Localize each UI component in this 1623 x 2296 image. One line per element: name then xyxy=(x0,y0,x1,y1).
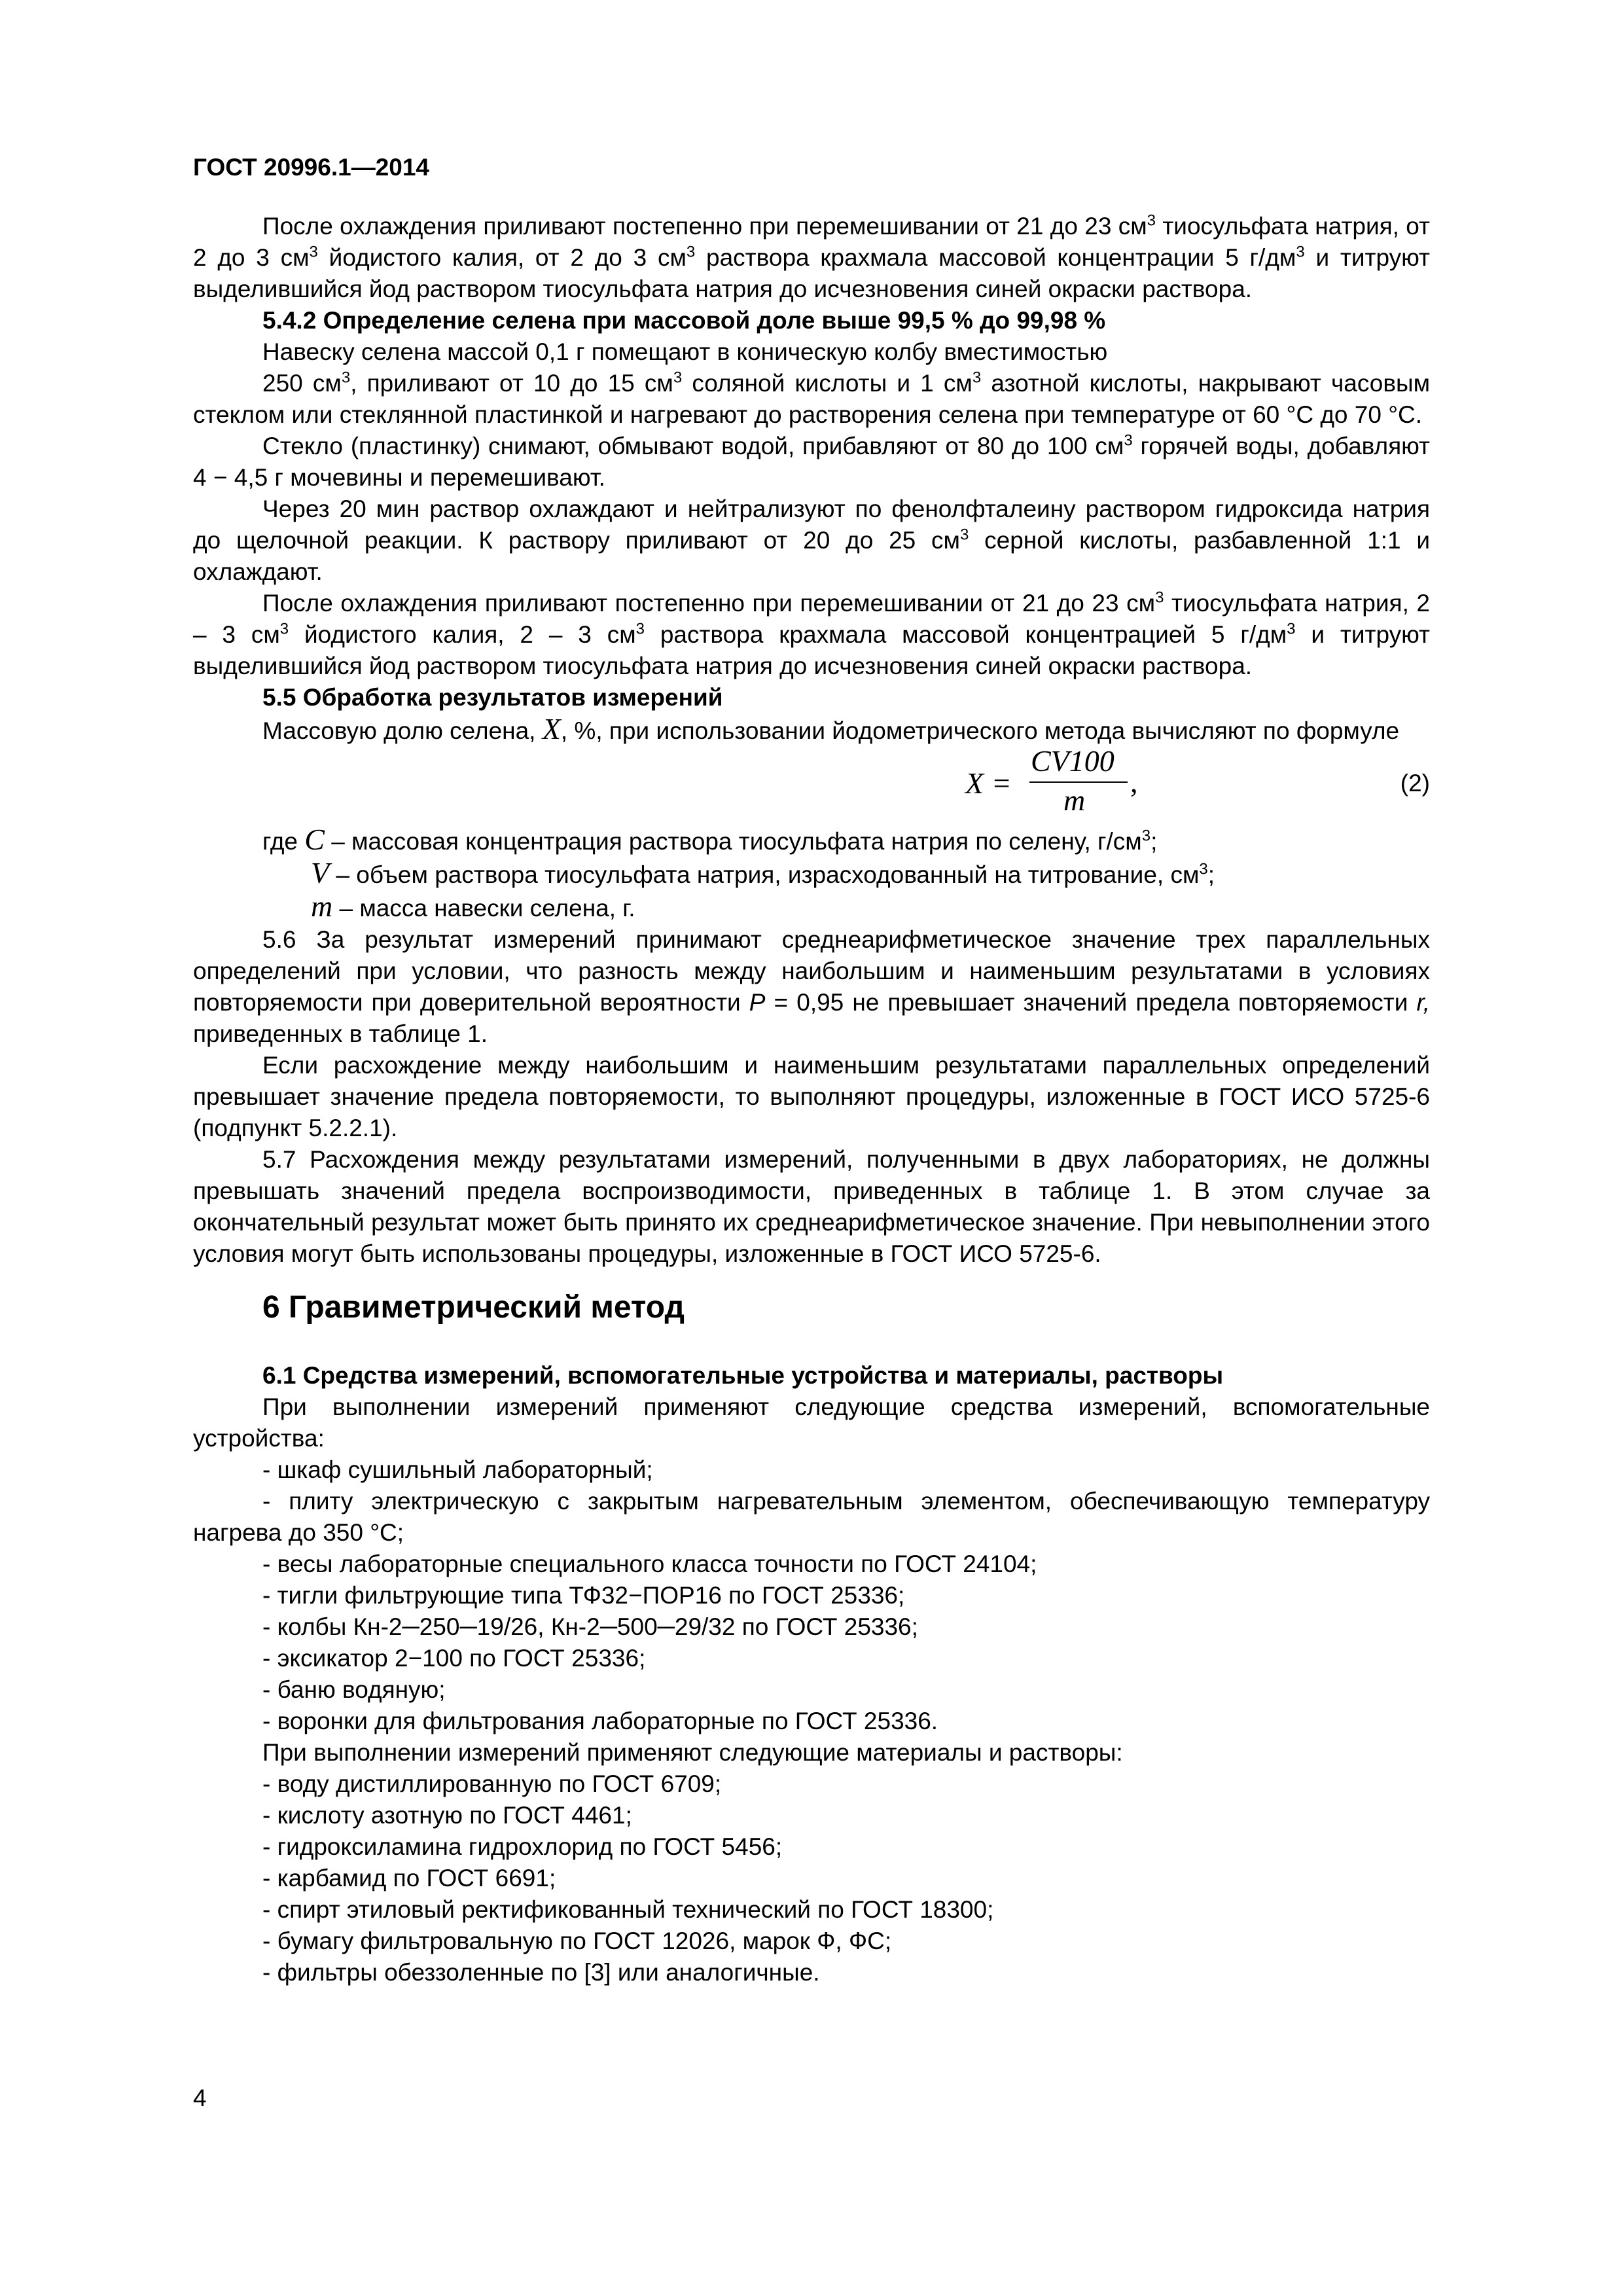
list-item: - баню водяную; xyxy=(262,1676,446,1703)
list-item: - тигли фильтрующие типа ТФ32−ПОР16 по ГОСТ 25336; xyxy=(262,1582,905,1609)
text: = 0,95 не превышает значений предела повторяемости xyxy=(765,989,1417,1016)
text: , приливают от 10 до 15 см xyxy=(350,370,673,397)
variable-v: V xyxy=(311,856,330,889)
formula-number: (2) xyxy=(1400,770,1430,797)
text: Стекло (пластинку) снимают, обмывают водой, прибавляют от 80 до 100 см xyxy=(262,433,1124,459)
superscript: 3 xyxy=(309,243,318,261)
superscript: 3 xyxy=(972,368,982,387)
text: и титруют выделившийся йод раствором тиосульфата натрия до исчезновения синей окраски раствора. xyxy=(193,621,1430,679)
list-item: - эксикатор 2−100 по ГОСТ 25336; xyxy=(262,1645,646,1672)
list-item: - весы лабораторные специального класса точности по ГОСТ 24104; xyxy=(262,1551,1037,1577)
list-item: - воду дистиллированную по ГОСТ 6709; xyxy=(262,1770,722,1797)
paragraph-discrepancy: Если расхождение между наибольшим и наименьшим результатами параллельных определений превышает значение предела повторяемости, то выполняют процедуры, изложенные в ГОСТ ИСО 5725-6 (подпункт 5.2.2.1). xyxy=(193,1052,1430,1141)
formula-numerator: CV100 xyxy=(1031,744,1115,778)
paragraph-acids xyxy=(193,368,1430,431)
text: 5.6 За результат измерений принимают среднеарифметическое значение трех параллельных определений при условии, что разность между наибольшим и наименьшим результатами в условиях повторяемости при доверительной вероятности xyxy=(193,926,1430,1016)
paragraph-sample: Навеску селена массой 0,1 г помещают в коническую колбу вместимостью xyxy=(262,338,1108,365)
text: тиосульфата натрия, от 2 до 3 см xyxy=(193,213,1430,271)
text: После охлаждения приливают постепенно при перемешивании от 21 до 23 см xyxy=(262,590,1156,617)
where-c xyxy=(262,824,1430,857)
superscript: 3 xyxy=(341,368,351,387)
formula-2 xyxy=(193,744,1430,820)
paragraph-titration-1 xyxy=(193,211,1430,305)
variable-c: C xyxy=(304,823,325,856)
section-heading-6: 6 Гравиметрический метод xyxy=(262,1290,685,1325)
list-item: - фильтры обеззоленные по [3] или аналогичные. xyxy=(262,1959,820,1986)
superscript: 3 xyxy=(635,620,645,638)
formula-comma: , xyxy=(1130,765,1138,798)
text: , %, при использовании йодометрического метода вычисляют по формуле xyxy=(560,717,1400,744)
text: тиосульфата натрия, 2 – 3 см xyxy=(193,590,1430,648)
section-heading-5-5: 5.5 Обработка результатов измерений xyxy=(262,684,723,711)
paragraph-titration-2 xyxy=(193,588,1430,682)
fraction-bar xyxy=(1029,781,1128,783)
text: горячей воды, добавляют 4 − 4,5 г мочевины и перемешивают. xyxy=(193,433,1430,491)
superscript: 3 xyxy=(1141,827,1151,845)
list-item: - спирт этиловый ректификованный технический по ГОСТ 18300; xyxy=(262,1896,994,1923)
paragraph-5-7: 5.7 Расхождения между результатами измерений, полученными в двух лабораториях, не должны превышать значений предела воспроизводимости, приведенных в таблице 1. В этом случае за окончательный результат может быть принято их среднеарифметическое значение. При невыполнении этого условия могут быть использованы процедуры, изложенные в ГОСТ ИСО 5725-6. xyxy=(193,1146,1430,1267)
list-item: - гидроксиламина гидрохлорид по ГОСТ 5456; xyxy=(262,1833,783,1860)
superscript: 3 xyxy=(279,620,289,638)
variable-x: X xyxy=(542,712,561,745)
text: раствора крахмала массовой концентрацией 5 г/дм xyxy=(644,621,1287,648)
text: соляной кислоты и 1 см xyxy=(682,370,972,397)
where-v xyxy=(311,857,1430,891)
where-m xyxy=(311,891,1430,924)
text: йодистого калия, 2 – 3 см xyxy=(289,621,636,648)
superscript: 3 xyxy=(686,243,696,261)
text: – массовая концентрация раствора тиосульфата натрия по селену, г/см xyxy=(324,828,1142,855)
paragraph-glass xyxy=(193,431,1430,493)
text: и титруют выделившийся йод раствором тиосульфата натрия до исчезновения синей окраски раствора. xyxy=(193,244,1430,302)
text: 250 см xyxy=(262,370,342,397)
text: ; xyxy=(1150,828,1158,855)
superscript: 3 xyxy=(959,526,969,544)
list-item: - карбамид по ГОСТ 6691; xyxy=(262,1865,556,1892)
paragraph-mass-fraction xyxy=(193,713,1430,747)
superscript: 3 xyxy=(1147,211,1156,230)
standard-header: ГОСТ 20996.1—2014 xyxy=(193,154,430,181)
superscript: 3 xyxy=(1199,860,1208,878)
text: йодистого калия, от 2 до 3 см xyxy=(317,244,687,271)
variable-r: r, xyxy=(1416,989,1431,1016)
list-item: - колбы Кн-2─250─19/26, Кн-2─500─29/32 по ГОСТ 25336; xyxy=(262,1613,918,1640)
page-number: 4 xyxy=(193,2085,207,2111)
text: раствора крахмала массовой концентрации 5 г/дм xyxy=(695,244,1296,271)
text: азотной кислоты, накрывают часовым стеклом или стеклянной пластинкой и нагревают до растворения селена при температуре от 60 °С до 70 °С. xyxy=(193,370,1431,428)
equipment-list xyxy=(193,1454,1430,1737)
text: После охлаждения приливают постепенно при перемешивании от 21 до 23 см xyxy=(262,213,1147,240)
superscript: 3 xyxy=(673,368,683,387)
superscript: 3 xyxy=(1124,431,1133,450)
document-body xyxy=(193,211,1430,1988)
materials-list xyxy=(193,1768,1430,1988)
superscript: 3 xyxy=(1155,588,1164,607)
section-heading-6-1: 6.1 Средства измерений, вспомогательные устройства и материалы, растворы xyxy=(262,1362,1224,1389)
paragraph-equipment-intro: При выполнении измерений применяют следующие средства измерений, вспомогательные устройства: xyxy=(193,1393,1430,1452)
paragraph-materials-intro: При выполнении измерений применяют следующие материалы и растворы: xyxy=(262,1739,1123,1766)
list-item: - кислоту азотную по ГОСТ 4461; xyxy=(262,1802,632,1829)
superscript: 3 xyxy=(1287,620,1296,638)
section-heading-5-4-2: 5.4.2 Определение селена при массовой доле выше 99,5 % до 99,98 % xyxy=(262,307,1106,334)
list-item: - плиту электрическую с закрытым нагревательным элементом, обеспечивающую температуру нагрева до 350 °С; xyxy=(193,1488,1430,1546)
list-item: - шкаф сушильный лабораторный; xyxy=(262,1456,653,1483)
formula-lhs: X = xyxy=(965,766,1012,800)
variable-m: m xyxy=(311,889,333,923)
text: ; xyxy=(1207,861,1215,888)
list-item: - воронки для фильтрования лабораторные по ГОСТ 25336. xyxy=(262,1708,938,1734)
text: Через 20 мин раствор охлаждают и нейтрализуют по фенолфталеину раствором гидроксида натрия до щелочной реакции. К раствору приливают от 20 до 25 см xyxy=(193,495,1430,554)
text: Массовую долю селена, xyxy=(262,717,543,744)
formula-denominator: m xyxy=(1063,783,1086,817)
list-item: - бумагу фильтровальную по ГОСТ 12026, марок Ф, ФС; xyxy=(262,1928,892,1954)
text: серной кислоты, разбавленной 1:1 и охлаждают. xyxy=(193,527,1431,585)
paragraph-neutralize xyxy=(193,493,1430,588)
superscript: 3 xyxy=(1296,243,1305,261)
text: приведенных в таблице 1. xyxy=(193,1020,488,1047)
paragraph-5-6 xyxy=(193,924,1430,1050)
text: – масса навески селена, г. xyxy=(332,895,635,922)
text: где xyxy=(262,828,305,855)
variable-p: P xyxy=(749,989,766,1016)
text: – объем раствора тиосульфата натрия, израсходованный на титрование, см xyxy=(329,861,1200,888)
